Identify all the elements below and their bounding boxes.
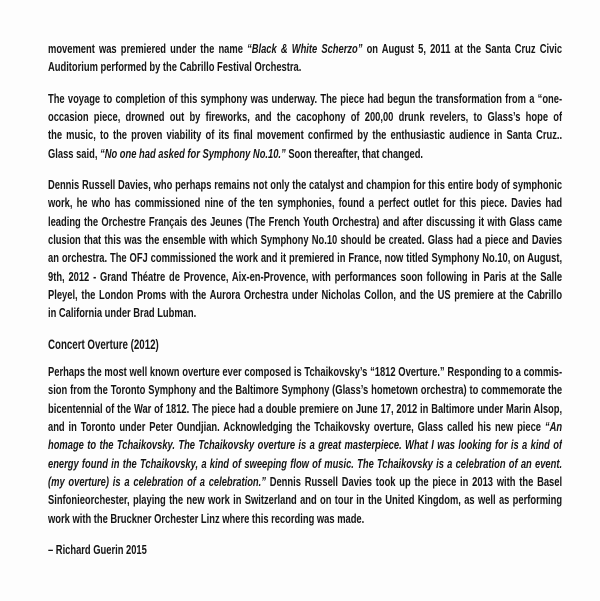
text-line (48, 510, 562, 528)
text-span: Perhaps the most well known overture ever composed is Tchaikovsky’s “1812 Overture.” Responding to a commis- (48, 363, 563, 379)
text-line (48, 381, 562, 399)
text-line (48, 286, 562, 304)
paragraph (48, 176, 562, 323)
text-span: Sinfonieorchester, playing the new work in Switzerland and on tour in the United Kingdom, as well as performing (48, 492, 563, 508)
text-span: Pleyel, the London Proms with the Aurora Orchestra under Nicholas Collon, and the US premiere at the Cabrillo (48, 286, 563, 302)
text-span: work, he who has commissioned nine of the ten symphonies, found a perfect outlet for this piece. Davies had (48, 195, 563, 211)
text-line (48, 176, 562, 194)
text-span: and in Toronto under Peter Oundjian. Acknowledging the Tchaikovsky overture, Glass called his new piece (48, 418, 545, 434)
text-line (48, 491, 562, 509)
text-span: The voyage to completion of this symphony was underway. The piece had begun the transformation from a “one- (48, 90, 563, 106)
italic-quote: “No one had asked for Symphony No.10.” (100, 145, 286, 161)
text-line (48, 418, 562, 436)
text-span: Soon thereafter, that changed. (285, 145, 424, 161)
text-line (48, 400, 562, 418)
text-line (48, 58, 562, 76)
text-line (48, 145, 562, 163)
text-span: the music, to the proven viability of its final movement confirmed by the enthusiastic audience in Santa Cruz.. (48, 127, 563, 143)
text-line (48, 436, 562, 454)
text-span: Dennis Russell Davies took up the piece in 2013 with the Basel (265, 473, 563, 489)
document-page (48, 40, 562, 559)
text-line (48, 108, 562, 126)
text-span: 9th, 2012 - Grand Théatre de Provence, Aix-en-Provence, with performances soon following in Paris at the Salle (48, 268, 563, 284)
text-span: work with the Bruckner Orchester Linz where this recording was made. (48, 510, 365, 526)
text-line (48, 473, 562, 491)
italic-quote: “Black & White Scherzo” (247, 41, 363, 56)
text-line (48, 249, 562, 267)
text-span: movement was premiered under the name (48, 41, 248, 56)
text-span: Auditorium performed by the Cabrillo Festival Orchestra. (48, 59, 302, 75)
text-line (48, 304, 562, 322)
text-line (48, 90, 562, 108)
text-line (48, 363, 562, 381)
paragraph (48, 90, 562, 163)
text-line (48, 231, 562, 249)
paragraph (48, 363, 562, 528)
text-line (48, 455, 562, 473)
signature: – Richard Guerin 2015 (48, 541, 147, 557)
italic-quote: homage to the Tchaikovsky. The Tchaikovsky overture is a great masterpiece. What I was looking for is a kind of (48, 437, 563, 453)
text-span: in California under Brad Lubman. (48, 305, 197, 321)
paragraph (48, 40, 562, 77)
text-line (48, 268, 562, 286)
text-span: sion from the Toronto Symphony and the Baltimore Symphony (Glass’s hometown orchestra) to commemorate the (48, 382, 563, 398)
text-span: bicentennial of the War of 1812. The piece had a double premiere on June 17, 2012 in Baltimore under Marin Alsop, (48, 400, 563, 416)
section-body-text (48, 363, 562, 528)
italic-quote: “An (544, 418, 563, 434)
text-line (48, 126, 562, 144)
section-heading: Concert Overture (2012) (48, 336, 159, 352)
text-span: Glass said, (48, 145, 101, 161)
text-line (48, 194, 562, 212)
text-span: Dennis Russell Davies, who perhaps remains not only the catalyst and champion for this entire body of symphonic (48, 176, 563, 192)
text-span: on August 5, 2011 at the Santa Cruz Civic (362, 41, 563, 56)
text-span: clusion that this was the ensemble with which Symphony No.10 should be created. Glass had a piece and Davies (48, 231, 563, 247)
text-span: an orchestra. The OFJ commissioned the work and it premiered in France, now titled Symphony No.10, on August, (48, 250, 563, 266)
italic-quote: (my overture) is a celebration of a celebration.” (48, 473, 266, 489)
italic-quote: energy found in the Tchaikovsky, a kind of sweeping flow of music. The Tchaikovsky is a celebration of an event. (48, 455, 563, 471)
text-line (48, 40, 562, 58)
text-span: leading the Orchestre Français des Jeunes (The French Youth Orchestra) and after discussing it with Glass came (48, 213, 563, 229)
text-span: occasion piece, drowned out by fireworks, and the cacophony of 200,00 drunk revelers, to Glass’s hope of (48, 108, 563, 124)
text-line (48, 213, 562, 231)
body-text (48, 40, 562, 323)
